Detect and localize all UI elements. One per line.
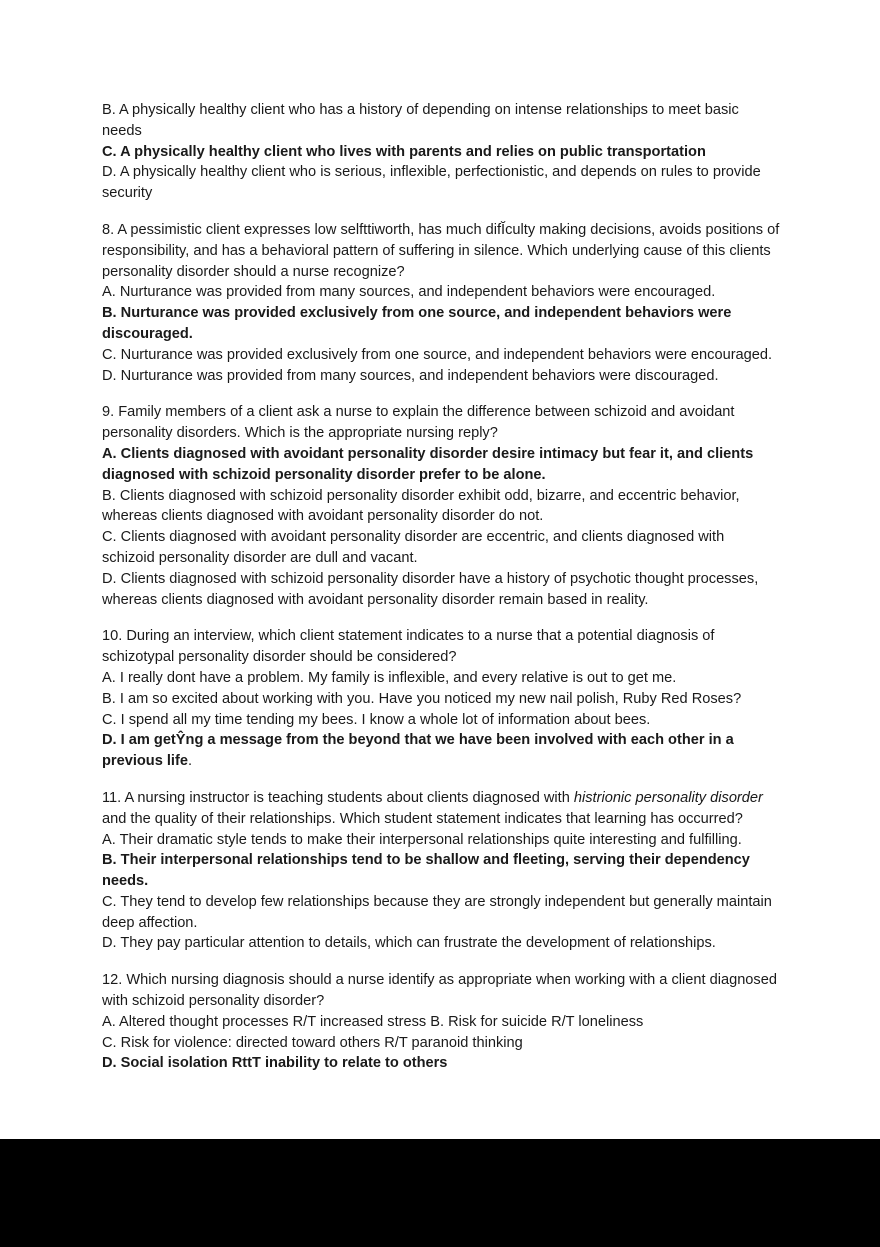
option-line: C. Nurturance was provided exclusively from one source, and independent behaviors were encouraged.	[102, 346, 773, 363]
option-text-bold: D. I am getŶng a message from the beyond that we have been involved with each other in a previous life	[102, 732, 734, 770]
option-line: C. A physically healthy client who lives with parents and relies on public transportation	[102, 143, 706, 160]
option-line: C. Clients diagnosed with avoidant personality disorder are eccentric, and clients diagnosed with schizoid personality disorder are dull and vacant.	[102, 529, 725, 566]
question-stem-part1: 11. A nursing instructor is teaching students about clients diagnosed with	[102, 789, 574, 806]
question-11	[102, 788, 780, 954]
option-line: D. Nurturance was provided from many sources, and independent behaviors were discouraged.	[102, 367, 719, 384]
question-stem-cont: and the quality of their relationships. Which student statement indicates that learning has occurred?	[102, 810, 743, 827]
question-9	[102, 402, 780, 610]
option-line: D. Clients diagnosed with schizoid personality disorder have a history of psychotic thought processes, whereas clients diagnosed with avoidant personality disorder remain based in reality.	[102, 570, 759, 608]
question-stem	[102, 788, 780, 809]
option-text-tail: .	[187, 753, 193, 770]
option-line: D. Social isolation RttT inability to relate to others	[102, 1055, 448, 1072]
option-line: D. A physically healthy client who is serious, inflexible, perfectionistic, and depends on rules to provide security	[102, 164, 761, 202]
option-line: A. Nurturance was provided from many sources, and independent behaviors were encouraged.	[102, 284, 716, 301]
question-stem: 12. Which nursing diagnosis should a nurse identify as appropriate when working with a client diagnosed with schizoid personality disorder?	[102, 972, 777, 1010]
question-stem-italic: histrionic personality disorder	[573, 789, 763, 806]
question-stem: 9. Family members of a client ask a nurse to explain the difference between schizoid and avoidant personality disorders. Which is the appropriate nursing reply?	[102, 404, 735, 442]
option-line	[102, 730, 780, 772]
option-line: B. Their interpersonal relationships tend to be shallow and fleeting, serving their dependency needs.	[102, 852, 750, 890]
option-line: A. Their dramatic style tends to make their interpersonal relationships quite interesting and fulfilling.	[102, 831, 742, 848]
option-line: C. Risk for violence: directed toward others R/T paranoid thinking	[102, 1034, 523, 1051]
question-10	[102, 626, 780, 772]
document-body	[102, 100, 780, 1074]
question-stem: 8. A pessimistic client expresses low selfttiworth, has much difĬculty making decisions, avoids positions of responsibility, and has a behavioral pattern of suffering in silence. Which underlying cause of this clients personality disorder should a nurse recognize?	[102, 221, 780, 280]
option-line: B. I am so excited about working with you. Have you noticed my new nail polish, Ruby Red Roses?	[102, 690, 742, 707]
option-line: A. Altered thought processes R/T increased stress B. Risk for suicide R/T loneliness	[102, 1013, 644, 1030]
option-line: C. They tend to develop few relationships because they are strongly independent but generally maintain deep affection.	[102, 893, 772, 931]
option-line: A. I really dont have a problem. My family is inflexible, and every relative is out to get me.	[102, 669, 677, 686]
option-line: B. Clients diagnosed with schizoid personality disorder exhibit odd, bizarre, and eccentric behavior, whereas clients diagnosed with avoidant personality disorder do not.	[102, 487, 740, 525]
question-stem: 10. During an interview, which client statement indicates to a nurse that a potential diagnosis of schizotypal personality disorder should be considered?	[102, 628, 715, 666]
question-8	[102, 220, 780, 386]
footer-bar	[0, 1139, 880, 1247]
option-line: D. They pay particular attention to details, which can frustrate the development of relationships.	[102, 935, 716, 952]
option-line: A. Clients diagnosed with avoidant personality disorder desire intimacy but fear it, and clients diagnosed with schizoid personality disorder prefer to be alone.	[102, 445, 754, 483]
answer-options-q7-continued	[102, 100, 780, 204]
option-line: C. I spend all my time tending my bees. I know a whole lot of information about bees.	[102, 711, 651, 728]
question-12	[102, 970, 780, 1074]
option-line: B. Nurturance was provided exclusively from one source, and independent behaviors were discouraged.	[102, 305, 732, 342]
option-line: B. A physically healthy client who has a history of depending on intense relationships to meet basic needs	[102, 102, 739, 139]
